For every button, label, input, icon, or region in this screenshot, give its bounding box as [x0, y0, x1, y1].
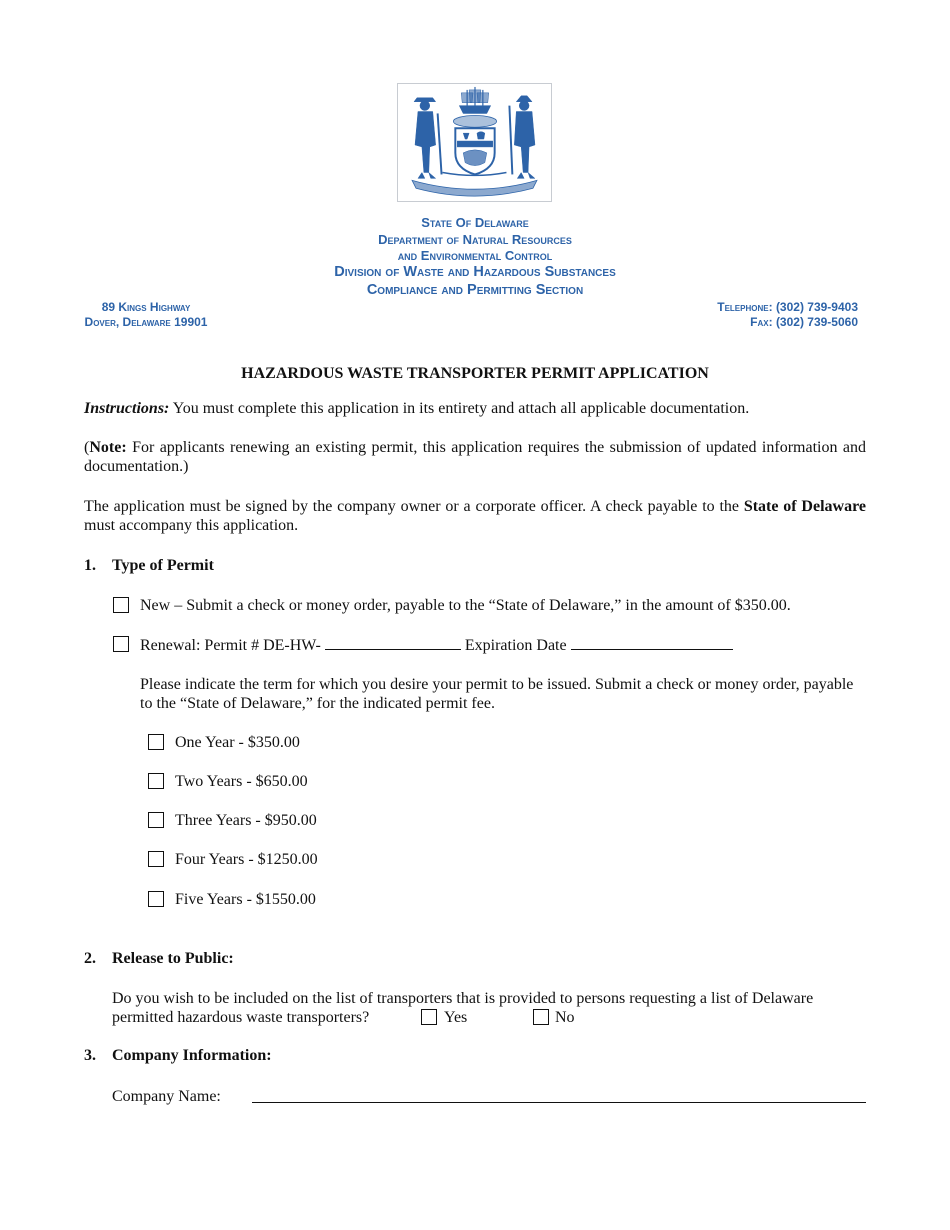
- instructions-label: Instructions:: [84, 400, 170, 417]
- term-five-years-label: Five Years - $1550.00: [175, 891, 316, 908]
- fax-line: [750, 315, 858, 329]
- agency-division-line: Division of Waste and Hazardous Substances: [334, 264, 616, 280]
- note-open-paren: (: [84, 439, 90, 456]
- term-two-years-checkbox[interactable]: [148, 773, 164, 789]
- telephone-line: [717, 300, 858, 314]
- telephone-label: Telephone:: [717, 300, 773, 314]
- term-instructions: Please indicate the term for which you desire your permit to be issued. Submit a check or money order, payable to the “State of Delaware,” for the indicated permit fee.: [140, 676, 854, 712]
- section-3-number: 3.: [84, 1047, 96, 1064]
- note-text: For applicants renewing an existing permit, this application requires the submission of updated information and documentation.): [84, 439, 866, 475]
- term-three-years-label: Three Years - $950.00: [175, 812, 317, 829]
- fax-number: (302) 739-5060: [775, 315, 858, 329]
- signature-text-a: The application must be signed by the company owner or a corporate officer. A check payable to the: [84, 498, 740, 515]
- term-four-years-checkbox[interactable]: [148, 851, 164, 867]
- agency-state-line: State Of Delaware: [421, 215, 529, 230]
- new-permit-label: New – Submit a check or money order, payable to the “State of Delaware,” in the amount of $350.00.: [140, 597, 791, 614]
- term-one-year-label: One Year - $350.00: [175, 734, 300, 751]
- section-1-title: Type of Permit: [112, 557, 214, 574]
- term-three-years-checkbox[interactable]: [148, 812, 164, 828]
- telephone-number: (302) 739-9403: [775, 300, 858, 314]
- release-yes-checkbox[interactable]: [421, 1009, 437, 1025]
- note-label: Note:: [89, 439, 127, 456]
- permit-number-field[interactable]: [325, 635, 461, 650]
- address-street: 89 Kings Highway: [101, 300, 191, 314]
- section-2-title: Release to Public:: [112, 950, 234, 967]
- fax-label: Fax:: [750, 315, 773, 329]
- agency-section-line: Compliance and Permitting Section: [366, 282, 584, 298]
- delaware-state-seal-icon: [397, 83, 552, 202]
- term-four-years-label: Four Years - $1250.00: [175, 851, 318, 868]
- renewal-permit-checkbox[interactable]: [113, 636, 129, 652]
- signature-text-b: must accompany this application.: [84, 517, 299, 534]
- renewal-label: Renewal: Permit # DE-HW-: [140, 637, 321, 654]
- note-paragraph: [84, 438, 866, 476]
- expiration-date-field[interactable]: [571, 635, 733, 650]
- section-1-number: 1.: [84, 557, 96, 574]
- release-yes-label: Yes: [444, 1009, 468, 1026]
- new-permit-checkbox[interactable]: [113, 597, 129, 613]
- release-question-line-1: Do you wish to be included on the list of transporters that is provided to persons requesting a list of Delaware: [112, 990, 814, 1007]
- company-name-field[interactable]: [252, 1102, 866, 1103]
- instructions-paragraph: [84, 399, 866, 418]
- release-no-label: No: [555, 1009, 575, 1026]
- term-five-years-checkbox[interactable]: [148, 891, 164, 907]
- term-two-years-label: Two Years - $650.00: [175, 773, 308, 790]
- section-3-title: Company Information:: [112, 1047, 272, 1064]
- company-name-label: Company Name:: [112, 1088, 221, 1105]
- address-city: Dover, Delaware 19901: [84, 315, 208, 329]
- section-2-number: 2.: [84, 950, 96, 967]
- signature-bold-payee: State of Delaware: [743, 498, 866, 515]
- term-one-year-checkbox[interactable]: [148, 734, 164, 750]
- instructions-text: You must complete this application in its entirety and attach all applicable documentation.: [172, 400, 750, 417]
- renewal-line: [140, 635, 733, 655]
- release-no-checkbox[interactable]: [533, 1009, 549, 1025]
- release-question-line-2: permitted hazardous waste transporters?: [112, 1009, 370, 1026]
- expiration-date-label: Expiration Date: [464, 637, 567, 654]
- agency-department-line: Department of Natural Resources: [378, 232, 572, 247]
- signature-paragraph: [84, 497, 866, 535]
- agency-department-line-2: and Environmental Control: [397, 248, 553, 263]
- page-title: HAZARDOUS WASTE TRANSPORTER PERMIT APPLICATION: [241, 365, 709, 382]
